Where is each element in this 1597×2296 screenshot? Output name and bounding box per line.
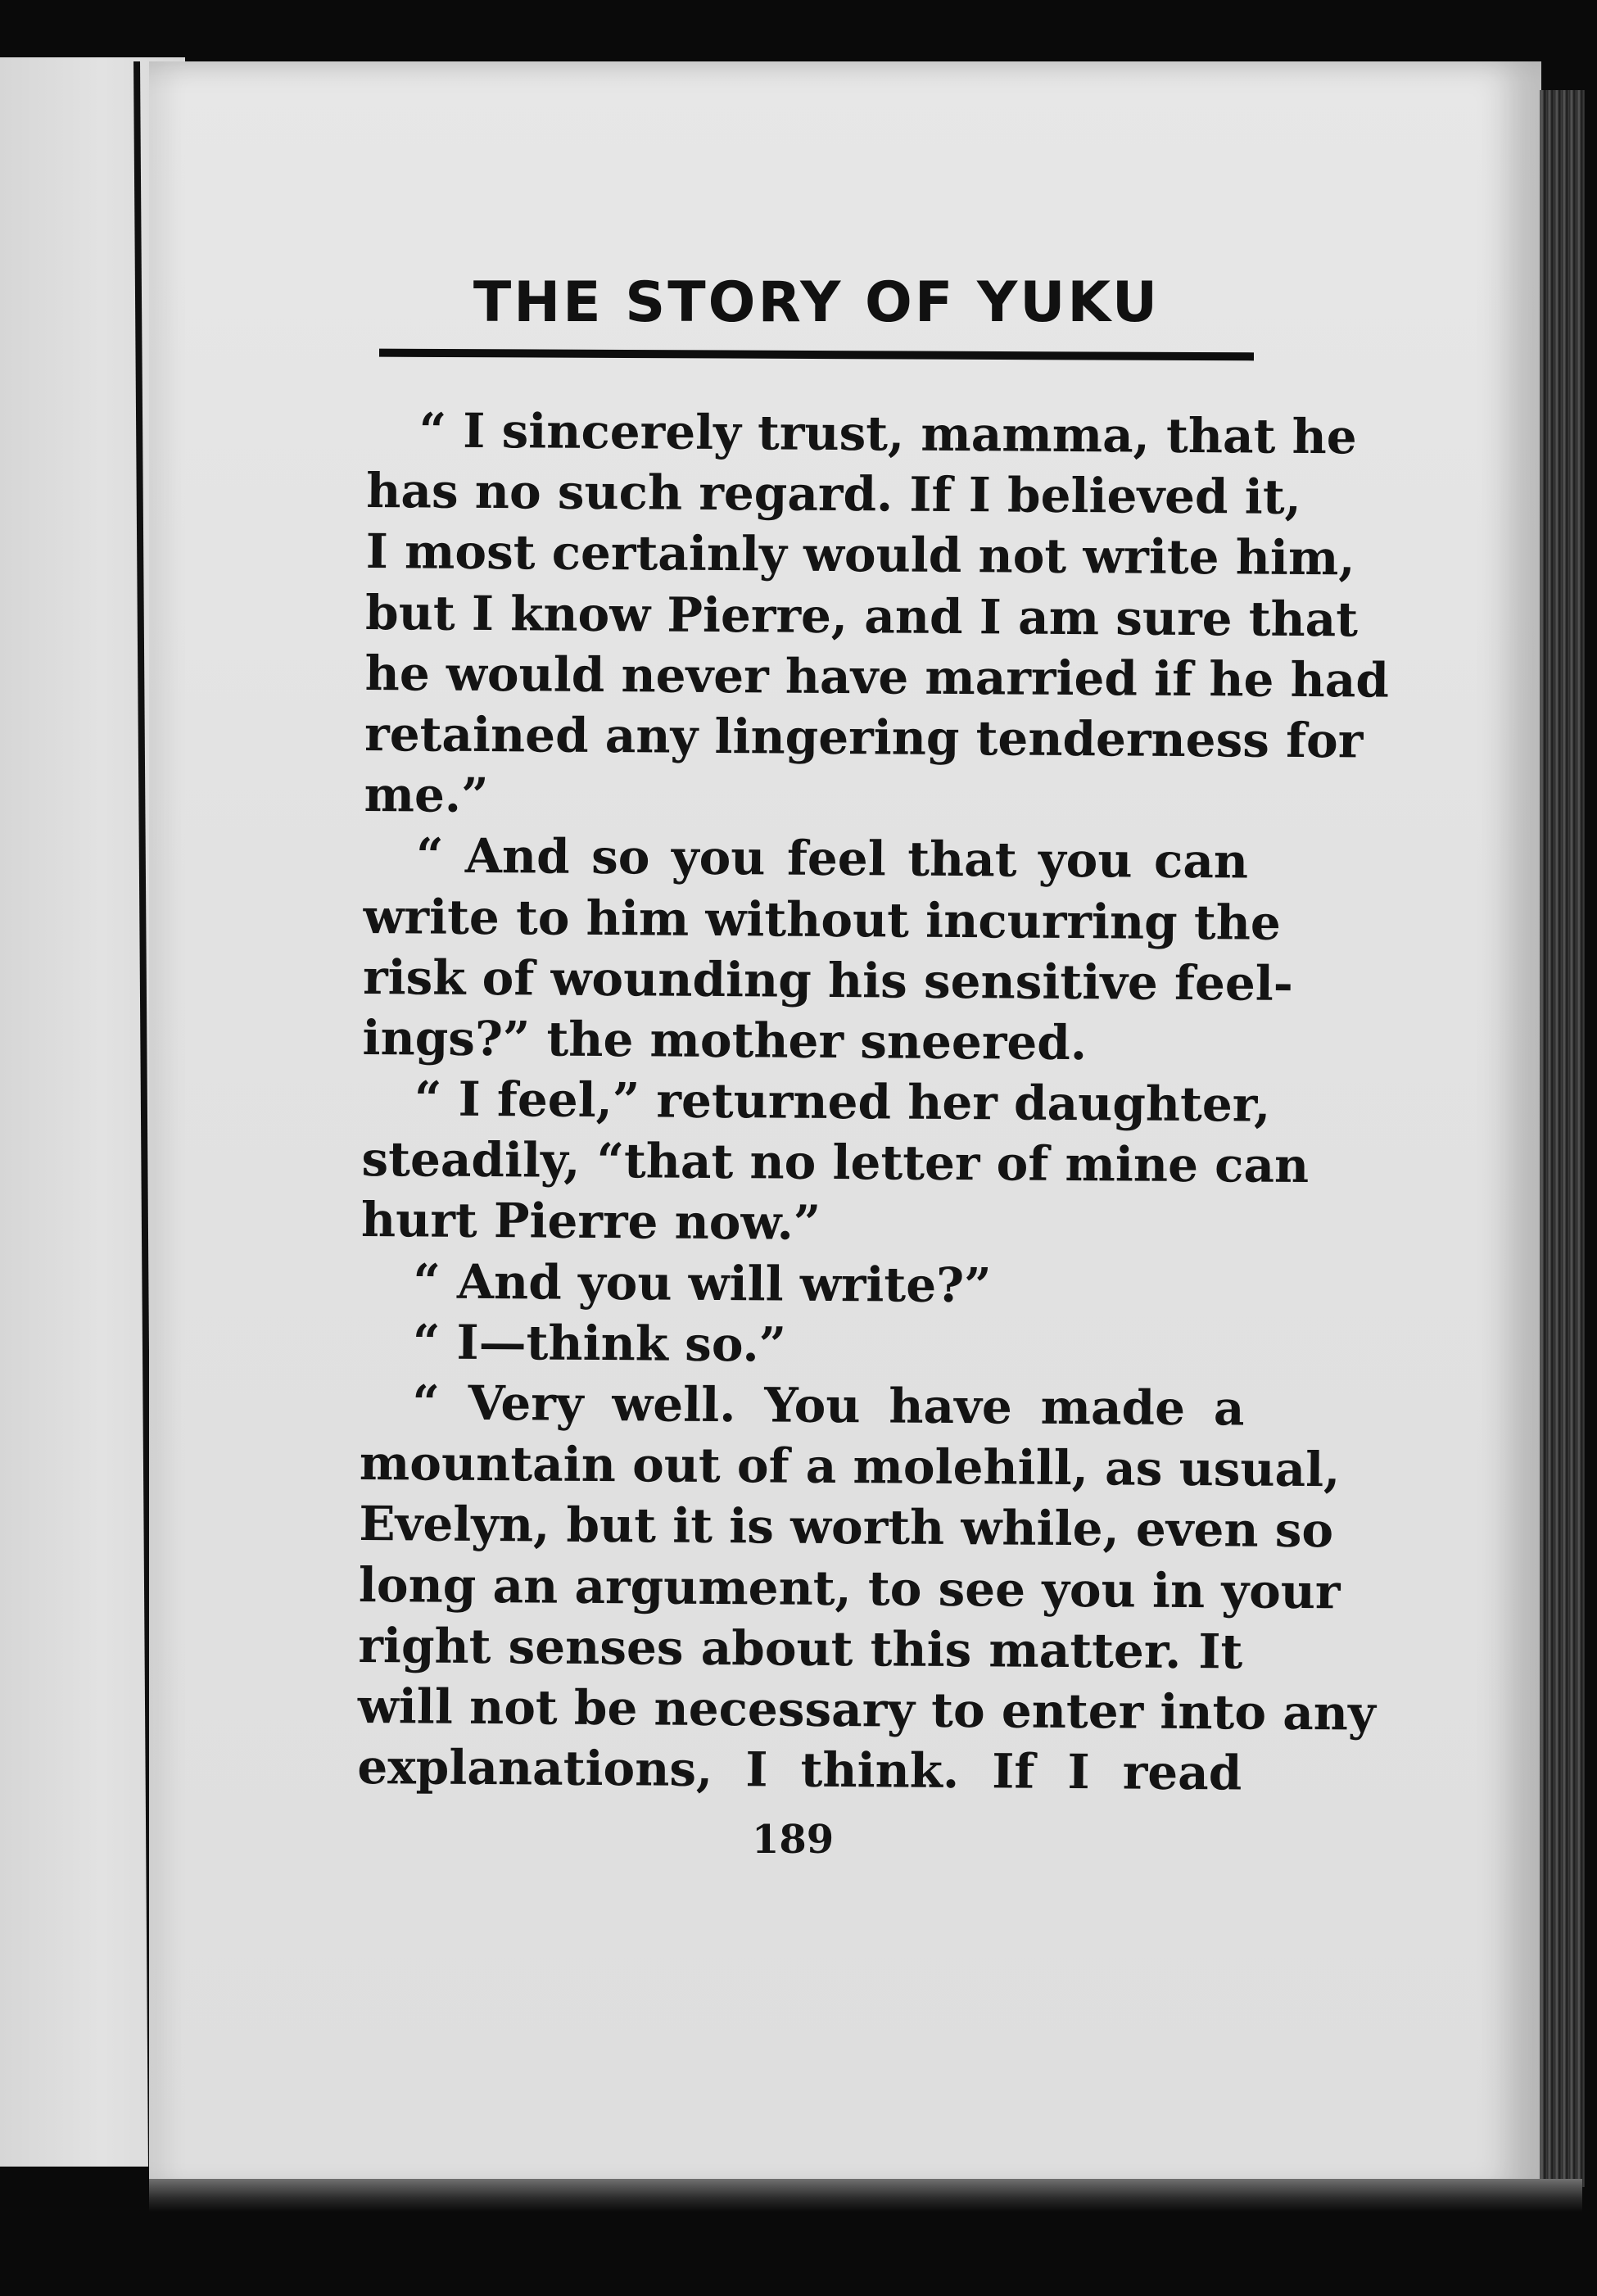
- page-edges: [1540, 90, 1585, 2187]
- text-line: steadily, “that no letter of mine can: [361, 1131, 1310, 1194]
- text-line: “ I—think so.”: [412, 1314, 787, 1373]
- page-number: 189: [752, 1817, 835, 1863]
- text-line: explanations, I think. If I read: [357, 1739, 1242, 1801]
- text-line: retained any lingering tenderness for: [364, 705, 1364, 769]
- text-line: right senses about this matter. It: [358, 1617, 1243, 1680]
- text-line: “ And you will write?”: [413, 1253, 992, 1313]
- text-line: Evelyn, but it is worth while, even so: [359, 1496, 1334, 1559]
- text-line: “ And so you feel that you can: [415, 827, 1249, 890]
- text-line: ings?” the mother sneered.: [362, 1009, 1088, 1071]
- text-line: “ I sincerely trust, mamma, that he: [418, 402, 1357, 465]
- text-line: long an argument, to see you in your: [358, 1556, 1341, 1619]
- text-line: he would never have married if he had: [364, 645, 1390, 709]
- text-line: “ Very well. You have made a: [412, 1374, 1245, 1437]
- text-line: hurt Pierre now.”: [360, 1192, 821, 1252]
- page-bottom-edge: [149, 2179, 1582, 2212]
- text-line: I most certainly would not write him,: [365, 523, 1355, 586]
- text-line: will not be necessary to enter into any: [357, 1678, 1376, 1741]
- text-line: but I know Pierre, and I am sure that: [364, 584, 1359, 648]
- text-line: mountain out of a molehill, as usual,: [359, 1435, 1341, 1498]
- body-text: [357, 400, 1390, 1804]
- text-line: “ I feel,” returned her daughter,: [414, 1071, 1271, 1133]
- text-line: me.”: [364, 767, 489, 824]
- text-line: risk of wounding his sensitive feel-: [362, 949, 1294, 1012]
- text-line: write to him without incurring the: [363, 888, 1282, 951]
- text-line: has no such regard. If I believed it,: [365, 463, 1302, 526]
- running-head: THE STORY OF YUKU: [473, 270, 1160, 335]
